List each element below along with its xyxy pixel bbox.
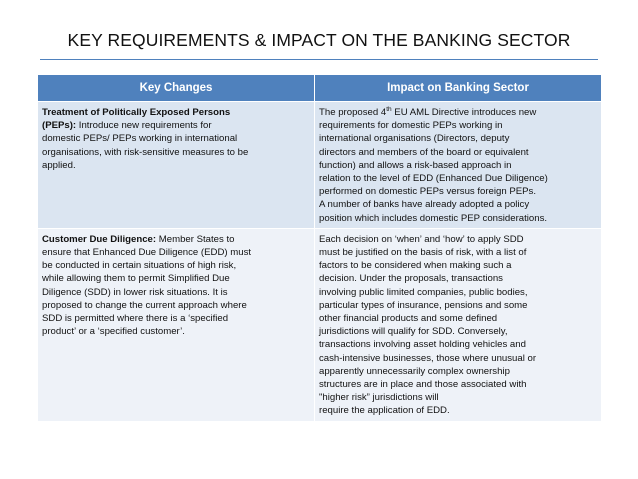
text-line: applied. bbox=[42, 159, 76, 171]
text-line: SDD is permitted where there is a ‘specified bbox=[42, 313, 229, 325]
key-change-cell bbox=[38, 102, 315, 229]
text-line: while allowing them to permit Simplified Due bbox=[42, 273, 230, 285]
text-line: organisations, with risk-sensitive measures to be bbox=[42, 146, 249, 158]
pep-line-rest: Introduce new requirements for bbox=[76, 120, 212, 132]
text-line: involving public limited companies, public bodies, bbox=[319, 286, 528, 298]
text-line: domestic PEPs/ PEPs working in international bbox=[42, 133, 238, 145]
cdd-line-rest: Member States to bbox=[156, 233, 235, 245]
title-underline bbox=[40, 59, 598, 60]
text-line: structures are in place and those associated with bbox=[319, 379, 527, 391]
impact-text: EU AML Directive introduces new bbox=[391, 107, 537, 118]
pep-heading-cont: (PEPs): bbox=[42, 120, 77, 132]
text-line: Each decision on ‘when’ and ‘how’ to apply SDD bbox=[319, 233, 524, 245]
text-line: product’ or a ‘specified customer’. bbox=[42, 326, 185, 338]
text-line: directors and members of the board or equivalent bbox=[319, 146, 529, 158]
text-line bbox=[42, 119, 310, 132]
text-line: require the application of EDD. bbox=[319, 405, 450, 417]
table-row bbox=[38, 102, 602, 229]
text-line: A number of banks have already adopted a policy bbox=[319, 199, 530, 211]
text-line bbox=[42, 106, 310, 119]
text-line: proposed to change the current approach where bbox=[42, 299, 247, 311]
header-impact: Impact on Banking Sector bbox=[315, 75, 602, 102]
text-line: be conducted in certain situations of high risk, bbox=[42, 260, 237, 272]
impact-cell bbox=[315, 102, 602, 229]
text-line: ensure that Enhanced Due Diligence (EDD) must bbox=[42, 247, 252, 259]
cdd-heading: Customer Due Diligence: bbox=[42, 233, 157, 245]
text-line: position which includes domestic PEP considerations. bbox=[319, 212, 548, 224]
text-line: factors to be considered when making such a bbox=[319, 260, 512, 272]
text-line: relation to the level of EDD (Enhanced Due Diligence) bbox=[319, 173, 548, 185]
text-line: cash-intensive businesses, those where unusual or bbox=[319, 352, 537, 364]
text-line: particular types of insurance, pensions and some bbox=[319, 299, 528, 311]
ordinal-suffix: th bbox=[386, 105, 392, 113]
impact-text: The proposed 4 bbox=[319, 107, 387, 118]
text-line: must be justified on the basis of risk, with a list of bbox=[319, 247, 527, 259]
key-change-cell bbox=[38, 228, 315, 421]
text-line: Diligence (SDD) in lower risk situations. It is bbox=[42, 286, 228, 298]
table-header-row bbox=[38, 75, 602, 102]
text-line: other financial products and some defined bbox=[319, 313, 498, 325]
slide-title: KEY REQUIREMENTS & IMPACT ON THE BANKING SECTOR bbox=[67, 30, 571, 50]
text-line: apparently unnecessarily complex ownership bbox=[319, 365, 510, 377]
text-line: international organisations (Directors, deputy bbox=[319, 133, 510, 145]
text-line bbox=[42, 233, 310, 246]
text-line bbox=[319, 106, 597, 119]
impact-cell bbox=[315, 228, 602, 421]
requirements-table bbox=[37, 74, 602, 422]
pep-heading: Treatment of Politically Exposed Persons bbox=[42, 107, 231, 118]
text-line: requirements for domestic PEPs working in bbox=[319, 120, 503, 132]
text-line: jurisdictions will qualify for SDD. Conversely, bbox=[319, 326, 508, 338]
text-line: decision. Under the proposals, transactions bbox=[319, 273, 503, 285]
header-key-changes: Key Changes bbox=[38, 75, 315, 102]
text-line: function) and allows a risk-based approach in bbox=[319, 159, 512, 171]
text-line: performed on domestic PEPs versus foreign PEPs. bbox=[319, 186, 537, 198]
table-row bbox=[38, 228, 602, 421]
text-line: "higher risk” jurisdictions will bbox=[319, 392, 439, 404]
text-line: transactions involving asset holding vehicles and bbox=[319, 339, 526, 351]
